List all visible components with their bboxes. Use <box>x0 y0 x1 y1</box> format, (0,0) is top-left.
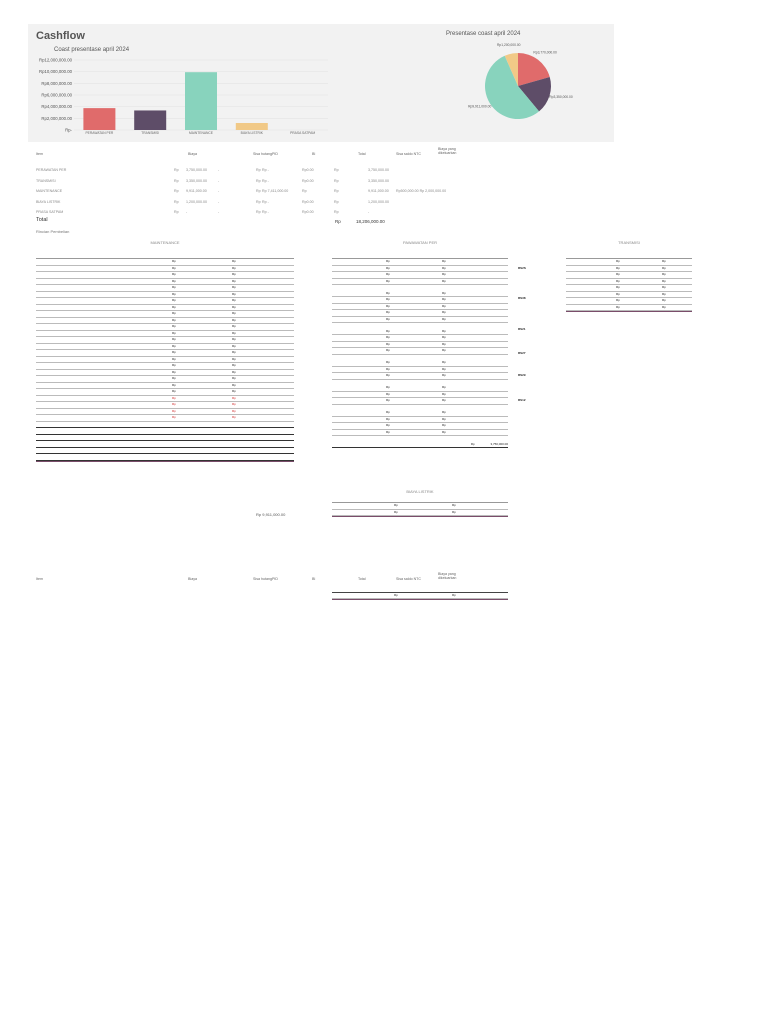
bar-y-tick: Rp- <box>65 127 72 133</box>
currency: Rp <box>232 389 236 393</box>
currency: Rp <box>386 398 390 402</box>
summary-currency: Rp <box>174 168 179 172</box>
pie-label: Rp3,770,000.00 <box>533 50 557 55</box>
bar-biaya-listrik <box>236 123 268 130</box>
summary-header: Sisa saldo NTC <box>396 152 421 156</box>
summary-currency: Rp <box>174 189 179 193</box>
summary-b: Rp - <box>262 199 269 204</box>
summary2-header: PID <box>272 577 278 581</box>
summary2-header: Sisa hutang <box>253 577 272 581</box>
currency: Rp <box>394 592 398 597</box>
summary-b: Rp 7,411,000.00 <box>262 189 289 193</box>
currency: Rp <box>232 395 236 400</box>
currency: Rp <box>452 503 456 507</box>
summary-biaya: - <box>186 210 188 214</box>
bar-y-tick: Rp8,000,000.00 <box>41 80 72 86</box>
currency: Rp <box>172 330 176 335</box>
biaya-listrik-table <box>332 496 508 517</box>
summary-a: - <box>218 210 220 214</box>
currency: Rp <box>172 350 176 354</box>
currency: Rp <box>172 265 176 270</box>
currency: Rp <box>394 503 398 507</box>
currency: Rp <box>442 297 446 301</box>
perawatan-table <box>332 252 526 448</box>
currency: Rp <box>386 328 390 333</box>
group-code: RS27 <box>518 351 526 356</box>
currency: Rp <box>662 291 666 296</box>
currency: Rp <box>232 278 236 283</box>
summary-a: - <box>218 189 220 193</box>
summary-a: - <box>218 178 220 183</box>
bar-perawatan-per <box>83 108 115 130</box>
pie-chart <box>448 42 573 142</box>
summary-currency: Rp <box>256 199 261 204</box>
currency: Rp <box>386 265 390 270</box>
dashboard-title: Cashflow <box>36 30 85 42</box>
cashflow-dashboard <box>28 24 614 142</box>
currency: Rp <box>172 324 176 328</box>
summary-biaya: 1,200,000.00 <box>186 199 207 204</box>
currency: Rp <box>442 341 446 346</box>
currency: Rp <box>172 408 176 413</box>
group-code: RS2S <box>518 266 526 270</box>
currency: Rp <box>172 311 176 315</box>
currency: Rp <box>172 402 176 406</box>
summary-header: Total <box>358 152 366 156</box>
currency: Rp <box>442 272 446 276</box>
summary-biaya: 3,350,000.00 <box>186 178 207 183</box>
currency: Rp <box>232 402 236 406</box>
summary-item: BIAYA LISTRIK <box>36 199 61 204</box>
currency: Rp <box>232 285 236 289</box>
currency: Rp <box>386 278 390 283</box>
pie-label: Rp9,911,000.00 <box>468 104 492 109</box>
currency: Rp <box>616 278 620 283</box>
group-code: RS12 <box>518 398 526 402</box>
summary-b: Rp - <box>262 210 269 214</box>
currency: Rp <box>616 291 620 296</box>
currency: Rp <box>232 343 236 348</box>
summary2-header: Biaya <box>188 577 197 581</box>
summary-currency: Rp <box>174 210 179 214</box>
currency: Rp <box>442 398 446 402</box>
summary-currency: Rp <box>334 199 339 204</box>
summary-item: PERAWATAN PER <box>36 168 67 172</box>
currency: Rp <box>442 348 446 352</box>
currency: Rp <box>662 304 666 309</box>
maintenance-total <box>256 512 285 517</box>
currency: Rp <box>442 410 446 414</box>
currency: Rp <box>172 317 176 322</box>
currency: Rp <box>172 343 176 348</box>
currency: Rp <box>232 304 236 309</box>
currency: Rp <box>172 278 176 283</box>
currency: Rp <box>442 366 446 371</box>
bar-x-tick: BIAYA LISTRIK <box>240 131 264 135</box>
currency: Rp <box>232 298 236 302</box>
summary-header: Sisa hutang <box>253 152 272 156</box>
currency: Rp <box>442 391 446 396</box>
summary-currency: Rp <box>256 189 261 193</box>
currency: Rp <box>232 356 236 361</box>
currency: Rp <box>386 297 390 301</box>
currency: Rp <box>172 304 176 309</box>
currency: Rp <box>442 385 446 389</box>
summary-header: Biaya <box>188 152 197 156</box>
currency: Rp <box>616 298 620 302</box>
currency: Rp <box>232 317 236 322</box>
summary-a: - <box>218 199 220 204</box>
currency: Rp <box>386 310 390 314</box>
currency: Rp <box>442 429 446 434</box>
pie-label: Rp3,350,000.00 <box>549 95 573 100</box>
summary-biaya: 3,750,000.00 <box>186 168 207 172</box>
currency: Rp <box>232 363 236 367</box>
table-separator <box>566 311 692 312</box>
currency: Rp <box>442 360 446 364</box>
summary-biaya: 9,911,000.00 <box>186 189 207 193</box>
biaya-listrik-title: BIAYA LISTRIK <box>406 489 434 494</box>
maintenance-title: MAINTENANCE <box>150 240 180 245</box>
currency: Rp <box>452 509 456 514</box>
summary-currency: Rp <box>334 168 339 172</box>
currency: Rp <box>172 337 176 341</box>
summary-currency: Rp <box>334 210 339 214</box>
currency: Rp <box>386 360 390 364</box>
bar-chart <box>28 54 338 140</box>
summary2-header: Sisa saldo NTC <box>396 577 421 581</box>
currency: Rp <box>662 285 666 289</box>
summary-currency: Rp <box>174 178 179 183</box>
currency: Rp <box>172 395 176 400</box>
currency: Rp <box>232 311 236 315</box>
currency: Rp <box>386 385 390 389</box>
currency: Rp <box>662 259 666 263</box>
currency: Rp <box>232 376 236 380</box>
summary-header: BI <box>312 152 316 156</box>
summary-item: PRASA SATPAM <box>36 210 64 214</box>
currency: Rp <box>386 259 390 263</box>
currency: Rp <box>616 304 620 309</box>
currency: Rp <box>232 369 236 374</box>
biaya-listrik-table-2 <box>332 592 508 600</box>
perawatan-total-value: 3,750,000.00 <box>490 441 508 446</box>
bar-y-tick: Rp2,000,000.00 <box>41 115 72 121</box>
currency: Rp <box>442 328 446 333</box>
currency: Rp <box>172 376 176 380</box>
summary2-header: Total <box>358 577 366 581</box>
currency: Rp <box>386 290 390 295</box>
currency: Rp <box>386 303 390 308</box>
summary2-header: BI <box>312 577 316 581</box>
summary-total: 1,200,000.00 <box>368 199 389 204</box>
summary-c: Rp0.00 <box>302 178 314 183</box>
currency: Rp <box>232 259 236 263</box>
bar-x-tick: PERAWATAN PER <box>85 131 114 135</box>
summary-c: Rp0.00 <box>302 168 314 172</box>
summary-header: Biaya yang dikeluarkan <box>438 147 457 155</box>
summary-currency: Rp <box>256 168 261 172</box>
currency: Rp <box>386 423 390 427</box>
table-header <box>36 252 294 259</box>
currency: Rp <box>616 265 620 270</box>
currency: Rp <box>386 416 390 421</box>
currency: Rp <box>172 285 176 289</box>
currency: Rp <box>172 363 176 367</box>
currency: Rp <box>470 441 475 446</box>
currency: Rp <box>442 335 446 339</box>
summary-total: 3,350,000.00 <box>368 178 389 183</box>
summary-currency: Rp <box>334 178 339 183</box>
table-header <box>566 252 692 259</box>
currency: Rp <box>386 429 390 434</box>
bar-x-tick: TRANSMISI <box>141 131 160 135</box>
table-separator <box>332 516 508 517</box>
table-header <box>332 496 508 503</box>
currency: Rp <box>172 415 176 419</box>
currency: Rp <box>442 423 446 427</box>
currency: Rp <box>232 324 236 328</box>
currency: Rp <box>232 272 236 276</box>
table-separator <box>36 461 294 462</box>
currency: Rp <box>232 330 236 335</box>
currency: Rp <box>394 509 398 514</box>
summary-total: - <box>368 210 370 214</box>
summary-item: MAINTENANCE <box>36 189 63 193</box>
currency: Rp <box>232 382 236 387</box>
currency: Rp <box>172 369 176 374</box>
bar-maintenance <box>185 72 217 130</box>
currency: Rp <box>662 278 666 283</box>
summary-total: 9,911,000.00 <box>368 189 389 193</box>
table-separator <box>332 599 508 600</box>
maintenance-total-currency: Rp <box>256 512 262 517</box>
group-code: RS21 <box>518 326 526 331</box>
summary-total-label: Total <box>36 217 48 223</box>
perawatan-title: PAWAWATAN PER <box>402 240 438 245</box>
bar-chart-title: Coast presentase april 2024 <box>54 47 130 53</box>
summary-extra: Rp500,000.00 Rp 2,000,000.00 <box>396 189 447 193</box>
currency: Rp <box>386 316 390 321</box>
currency: Rp <box>386 410 390 414</box>
currency: Rp <box>616 259 620 263</box>
currency: Rp <box>386 348 390 352</box>
currency: Rp <box>232 408 236 413</box>
pie-chart-title: Presentase coast april 2024 <box>446 31 521 37</box>
summary-header: Item <box>36 152 43 156</box>
currency: Rp <box>442 416 446 421</box>
summary-total: 3,750,000.00 <box>368 168 389 172</box>
bar-y-tick: Rp12,000,000.00 <box>39 57 72 63</box>
bar-y-tick: Rp4,000,000.00 <box>41 104 72 110</box>
currency: Rp <box>172 259 176 263</box>
currency: Rp <box>232 337 236 341</box>
group-code: RS29 <box>518 373 526 378</box>
summary-currency: Rp <box>174 199 179 204</box>
currency: Rp <box>442 310 446 314</box>
summary-b: Rp - <box>262 168 269 172</box>
rincian-pembelian-label: Rincian Pembelian <box>36 229 70 234</box>
summary2-header: Item <box>36 577 43 581</box>
summary-c: Rp0.00 <box>302 199 314 204</box>
currency: Rp <box>386 391 390 396</box>
bar-y-tick: Rp10,000,000.00 <box>39 69 72 75</box>
summary-currency: Rp <box>256 178 261 183</box>
currency: Rp <box>172 389 176 393</box>
currency: Rp <box>232 265 236 270</box>
summary-item: TRANSMISI <box>36 178 56 183</box>
group-code: RS38 <box>518 296 526 301</box>
summary-total-value: 18,206,000.00 <box>356 219 385 224</box>
currency: Rp <box>616 285 620 289</box>
currency: Rp <box>442 290 446 295</box>
transmisi-title: TRANSMISI <box>618 240 640 245</box>
table-header <box>332 252 508 259</box>
currency: Rp <box>232 415 236 419</box>
currency: Rp <box>662 298 666 302</box>
currency: Rp <box>172 291 176 296</box>
currency: Rp <box>386 366 390 371</box>
currency: Rp <box>386 341 390 346</box>
currency: Rp <box>442 373 446 377</box>
pie-label: Rp1,200,000.00 <box>497 42 521 47</box>
currency: Rp <box>232 291 236 296</box>
currency: Rp <box>172 272 176 276</box>
currency: Rp <box>232 350 236 354</box>
currency: Rp <box>172 298 176 302</box>
summary-currency: Rp <box>334 189 339 193</box>
summary-currency: Rp <box>256 210 261 214</box>
summary2-header: Biaya yang dikeluarkan <box>438 572 457 580</box>
currency: Rp <box>442 278 446 283</box>
currency: Rp <box>442 265 446 270</box>
summary-a: - <box>218 168 220 172</box>
summary-header: PID <box>272 152 278 156</box>
currency: Rp <box>172 356 176 361</box>
currency: Rp <box>386 373 390 377</box>
summary-c: Rp <box>302 189 307 193</box>
currency: Rp <box>662 265 666 270</box>
transmisi-table <box>566 252 692 312</box>
currency: Rp <box>442 316 446 321</box>
currency: Rp <box>386 335 390 339</box>
bar-x-tick: PRASA SATPAM <box>290 131 316 135</box>
currency: Rp <box>452 592 456 597</box>
currency: Rp <box>442 303 446 308</box>
currency: Rp <box>662 272 666 276</box>
currency: Rp <box>442 259 446 263</box>
summary-total-currency: Rp <box>335 219 341 224</box>
summary-b: Rp - <box>262 178 269 183</box>
bar-y-tick: Rp6,000,000.00 <box>41 92 72 98</box>
bar-transmisi <box>134 110 166 130</box>
bar-x-tick: MAINTENANCE <box>189 131 213 135</box>
summary-c: Rp0.00 <box>302 210 314 214</box>
maintenance-table <box>36 252 294 461</box>
currency: Rp <box>616 272 620 276</box>
currency: Rp <box>386 272 390 276</box>
perawatan-total-row <box>332 442 508 449</box>
maintenance-total-value: 9,911,000.00 <box>262 512 286 517</box>
currency: Rp <box>172 382 176 387</box>
